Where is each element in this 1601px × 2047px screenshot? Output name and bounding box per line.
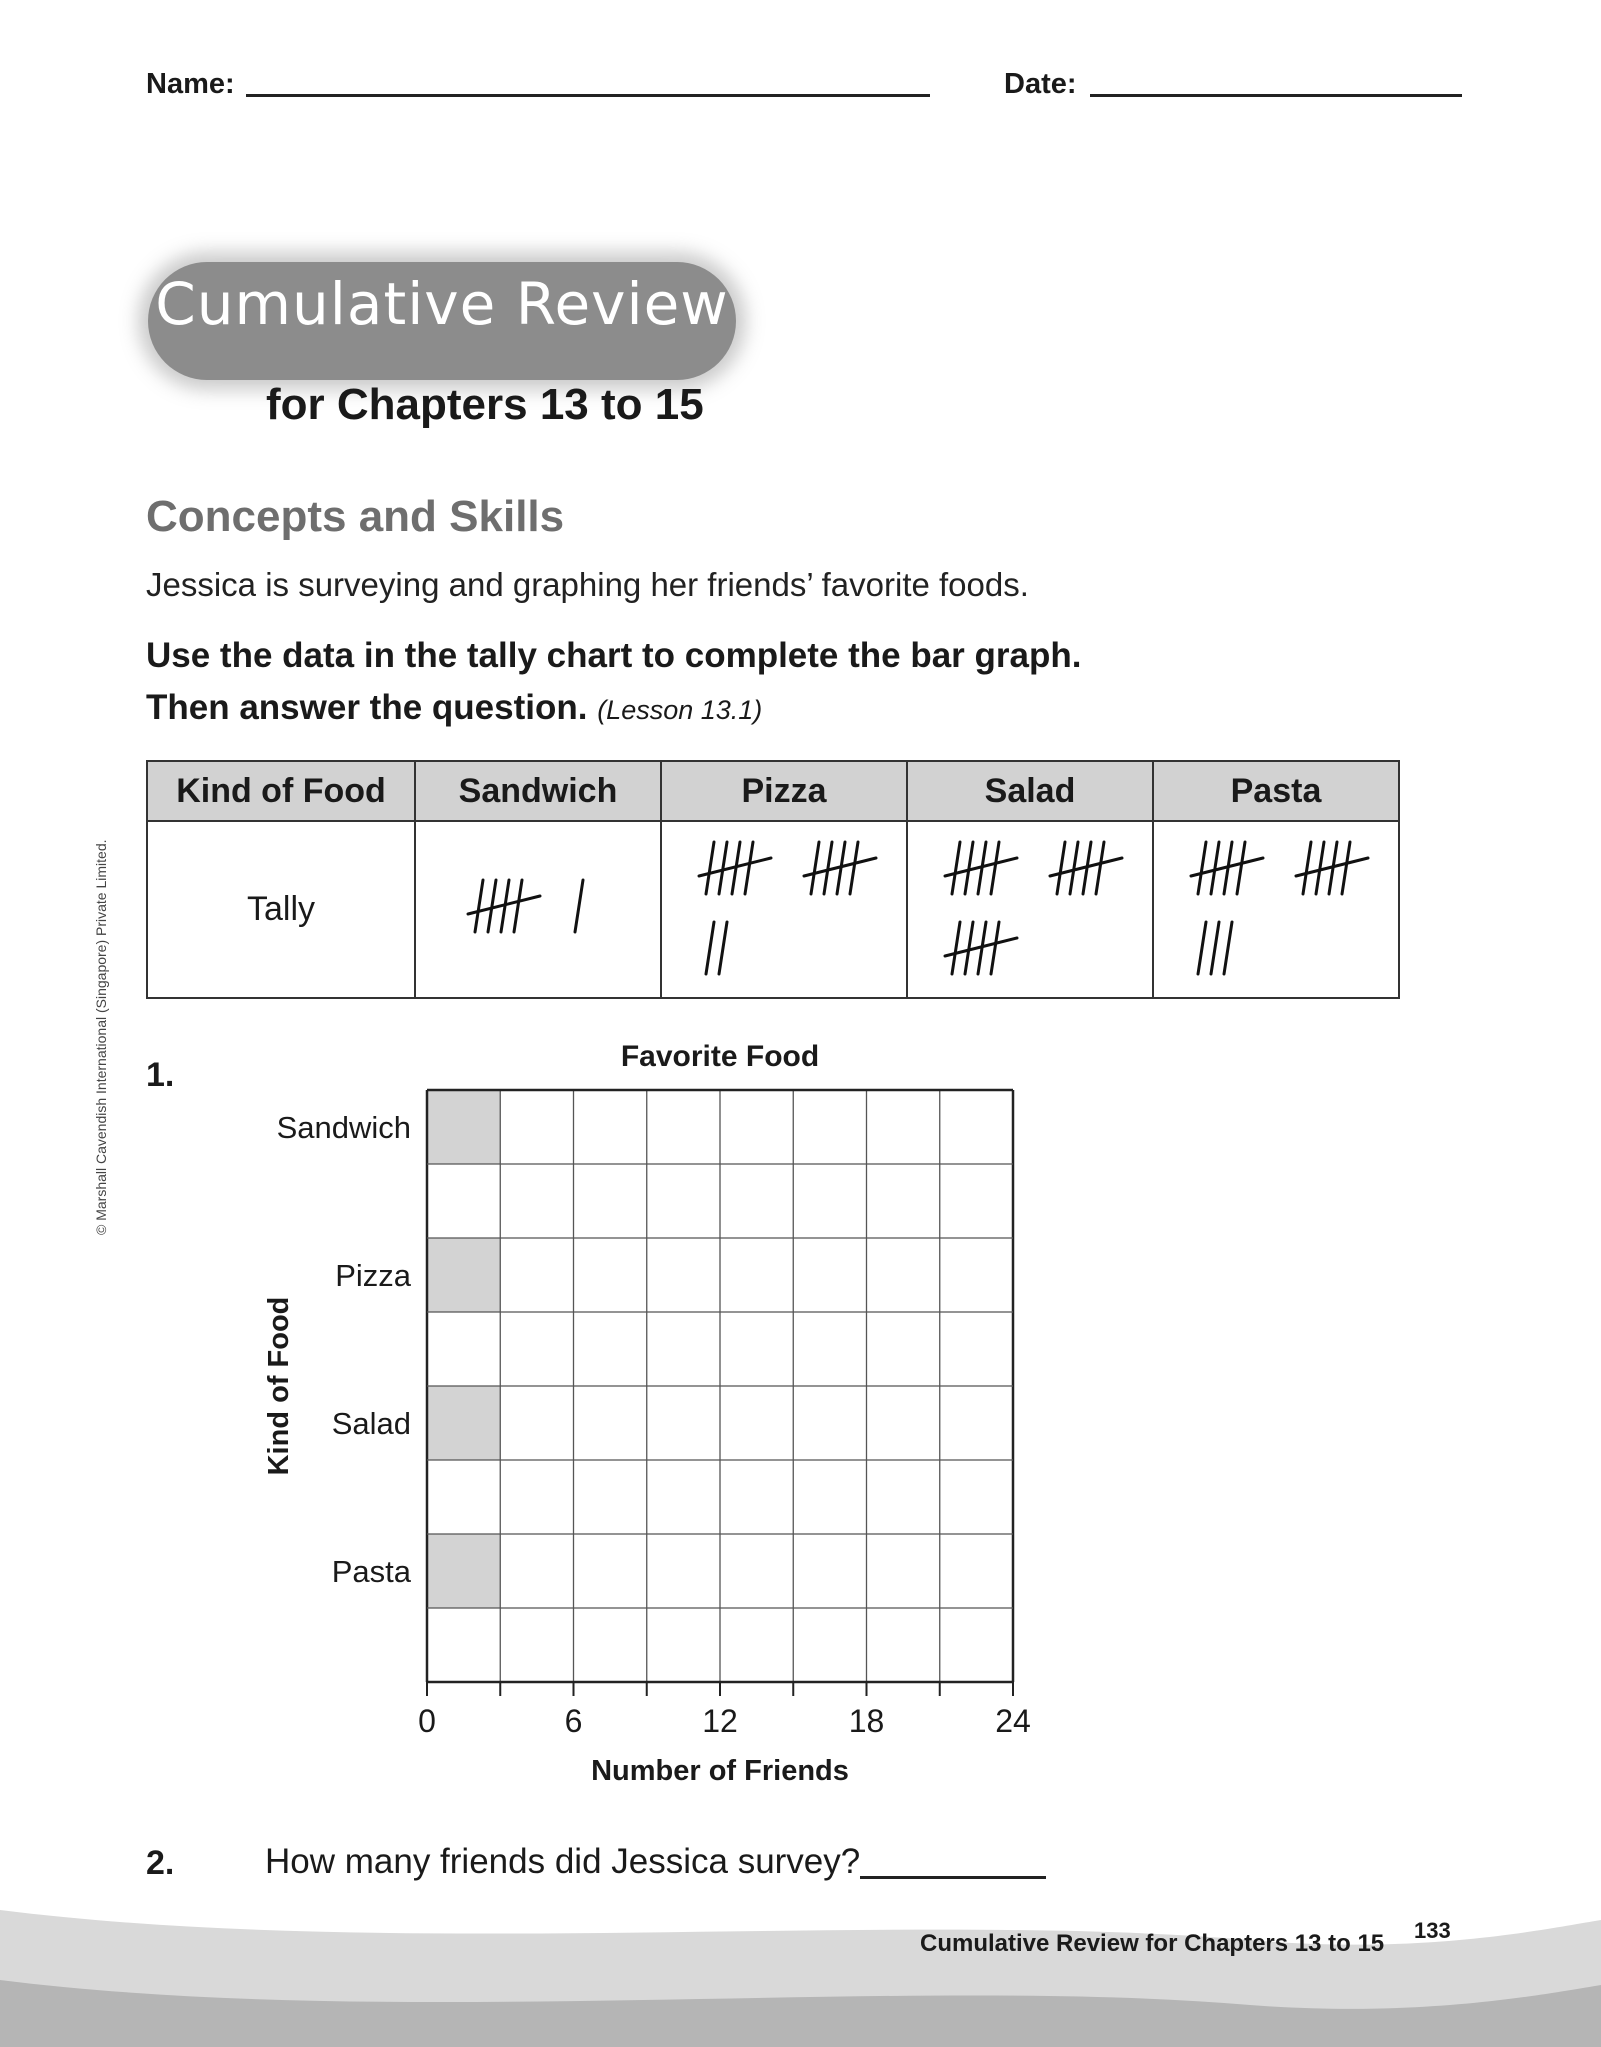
y-category-label: Pasta <box>331 1554 411 1589</box>
chart-y-axis-label: Kind of Food <box>263 1296 295 1476</box>
tally-row-label-cell <box>147 821 415 998</box>
tally-bundle <box>1191 842 1263 894</box>
question-2-text: How many friends did Jessica survey? <box>265 1842 861 1881</box>
question-2-number: 2. <box>146 1844 175 1882</box>
tally-marks-pizza <box>664 822 904 992</box>
copyright-notice: © Marshall Cavendish International (Singapore) Private Limited. <box>93 839 109 1235</box>
tally-header-pizza: Pizza <box>661 761 907 821</box>
intro-text: Jessica is surveying and graphing her friends’ favorite foods. <box>146 566 1029 603</box>
tally-table <box>146 760 1400 999</box>
tally-header-sandwich: Sandwich <box>415 761 661 821</box>
tally-marks-pasta <box>1156 822 1396 992</box>
x-tick-label: 6 <box>564 1703 583 1739</box>
name-field[interactable] <box>246 94 930 97</box>
x-tick-label: 24 <box>995 1703 1031 1739</box>
bar-pasta <box>427 1534 500 1608</box>
x-tick-label: 0 <box>418 1703 436 1739</box>
name-label: Name: <box>146 68 235 100</box>
footer-title: Cumulative Review for Chapters 13 to 15 <box>920 1930 1385 1957</box>
lesson-reference: (Lesson 13.1) <box>597 695 763 725</box>
tally-cell-pizza <box>661 821 907 998</box>
instruction-line-2-text: Then answer the question. <box>146 688 588 727</box>
tally-bundle <box>945 842 1017 894</box>
date-field[interactable] <box>1090 94 1462 97</box>
tally-bundle <box>468 880 540 932</box>
tally-marks-sandwich <box>418 822 658 992</box>
tally-cell-salad <box>907 821 1153 998</box>
bar-sandwich <box>427 1090 500 1164</box>
y-category-label: Pizza <box>335 1258 411 1293</box>
tally-bundle <box>1198 922 1232 974</box>
page-number: 133 <box>1414 1918 1451 1943</box>
tally-bundle <box>699 842 771 894</box>
question-2-answer-field[interactable] <box>860 1876 1046 1879</box>
chart-title: Favorite Food <box>620 1040 820 1073</box>
tally-bundle <box>1050 842 1122 894</box>
instruction-line-2 <box>146 688 762 728</box>
subtitle: for Chapters 13 to 15 <box>266 380 704 429</box>
tally-header-pasta: Pasta <box>1153 761 1399 821</box>
tally-bundle <box>706 922 727 974</box>
tally-header-kind-of-food: Kind of Food <box>147 761 415 821</box>
tally-bundle <box>1296 842 1368 894</box>
y-category-label: Sandwich <box>276 1110 411 1145</box>
tally-cell-pasta <box>1153 821 1399 998</box>
bar-pizza <box>427 1238 500 1312</box>
section-heading: Concepts and Skills <box>146 492 565 541</box>
tally-bundle <box>945 922 1017 974</box>
favorite-food-chart[interactable] <box>240 1030 1080 1800</box>
tally-header-salad: Salad <box>907 761 1153 821</box>
x-tick-label: 12 <box>702 1703 738 1739</box>
y-category-label: Salad <box>331 1406 411 1441</box>
question-1-number: 1. <box>146 1056 175 1094</box>
date-label: Date: <box>1004 68 1077 100</box>
chart-x-axis-label: Number of Friends <box>591 1755 849 1787</box>
tally-marks-salad <box>910 822 1150 992</box>
tally-bundle <box>575 880 583 932</box>
x-tick-label: 18 <box>848 1703 885 1739</box>
title-badge-text: Cumulative Review <box>155 270 729 338</box>
tally-row-label: Tally <box>246 890 316 928</box>
instruction-line-1: Use the data in the tally chart to complete the bar graph. <box>146 636 1082 675</box>
tally-cell-sandwich <box>415 821 661 998</box>
bar-salad <box>427 1386 500 1460</box>
footer-wave <box>0 1880 1601 2047</box>
tally-bundle <box>804 842 876 894</box>
